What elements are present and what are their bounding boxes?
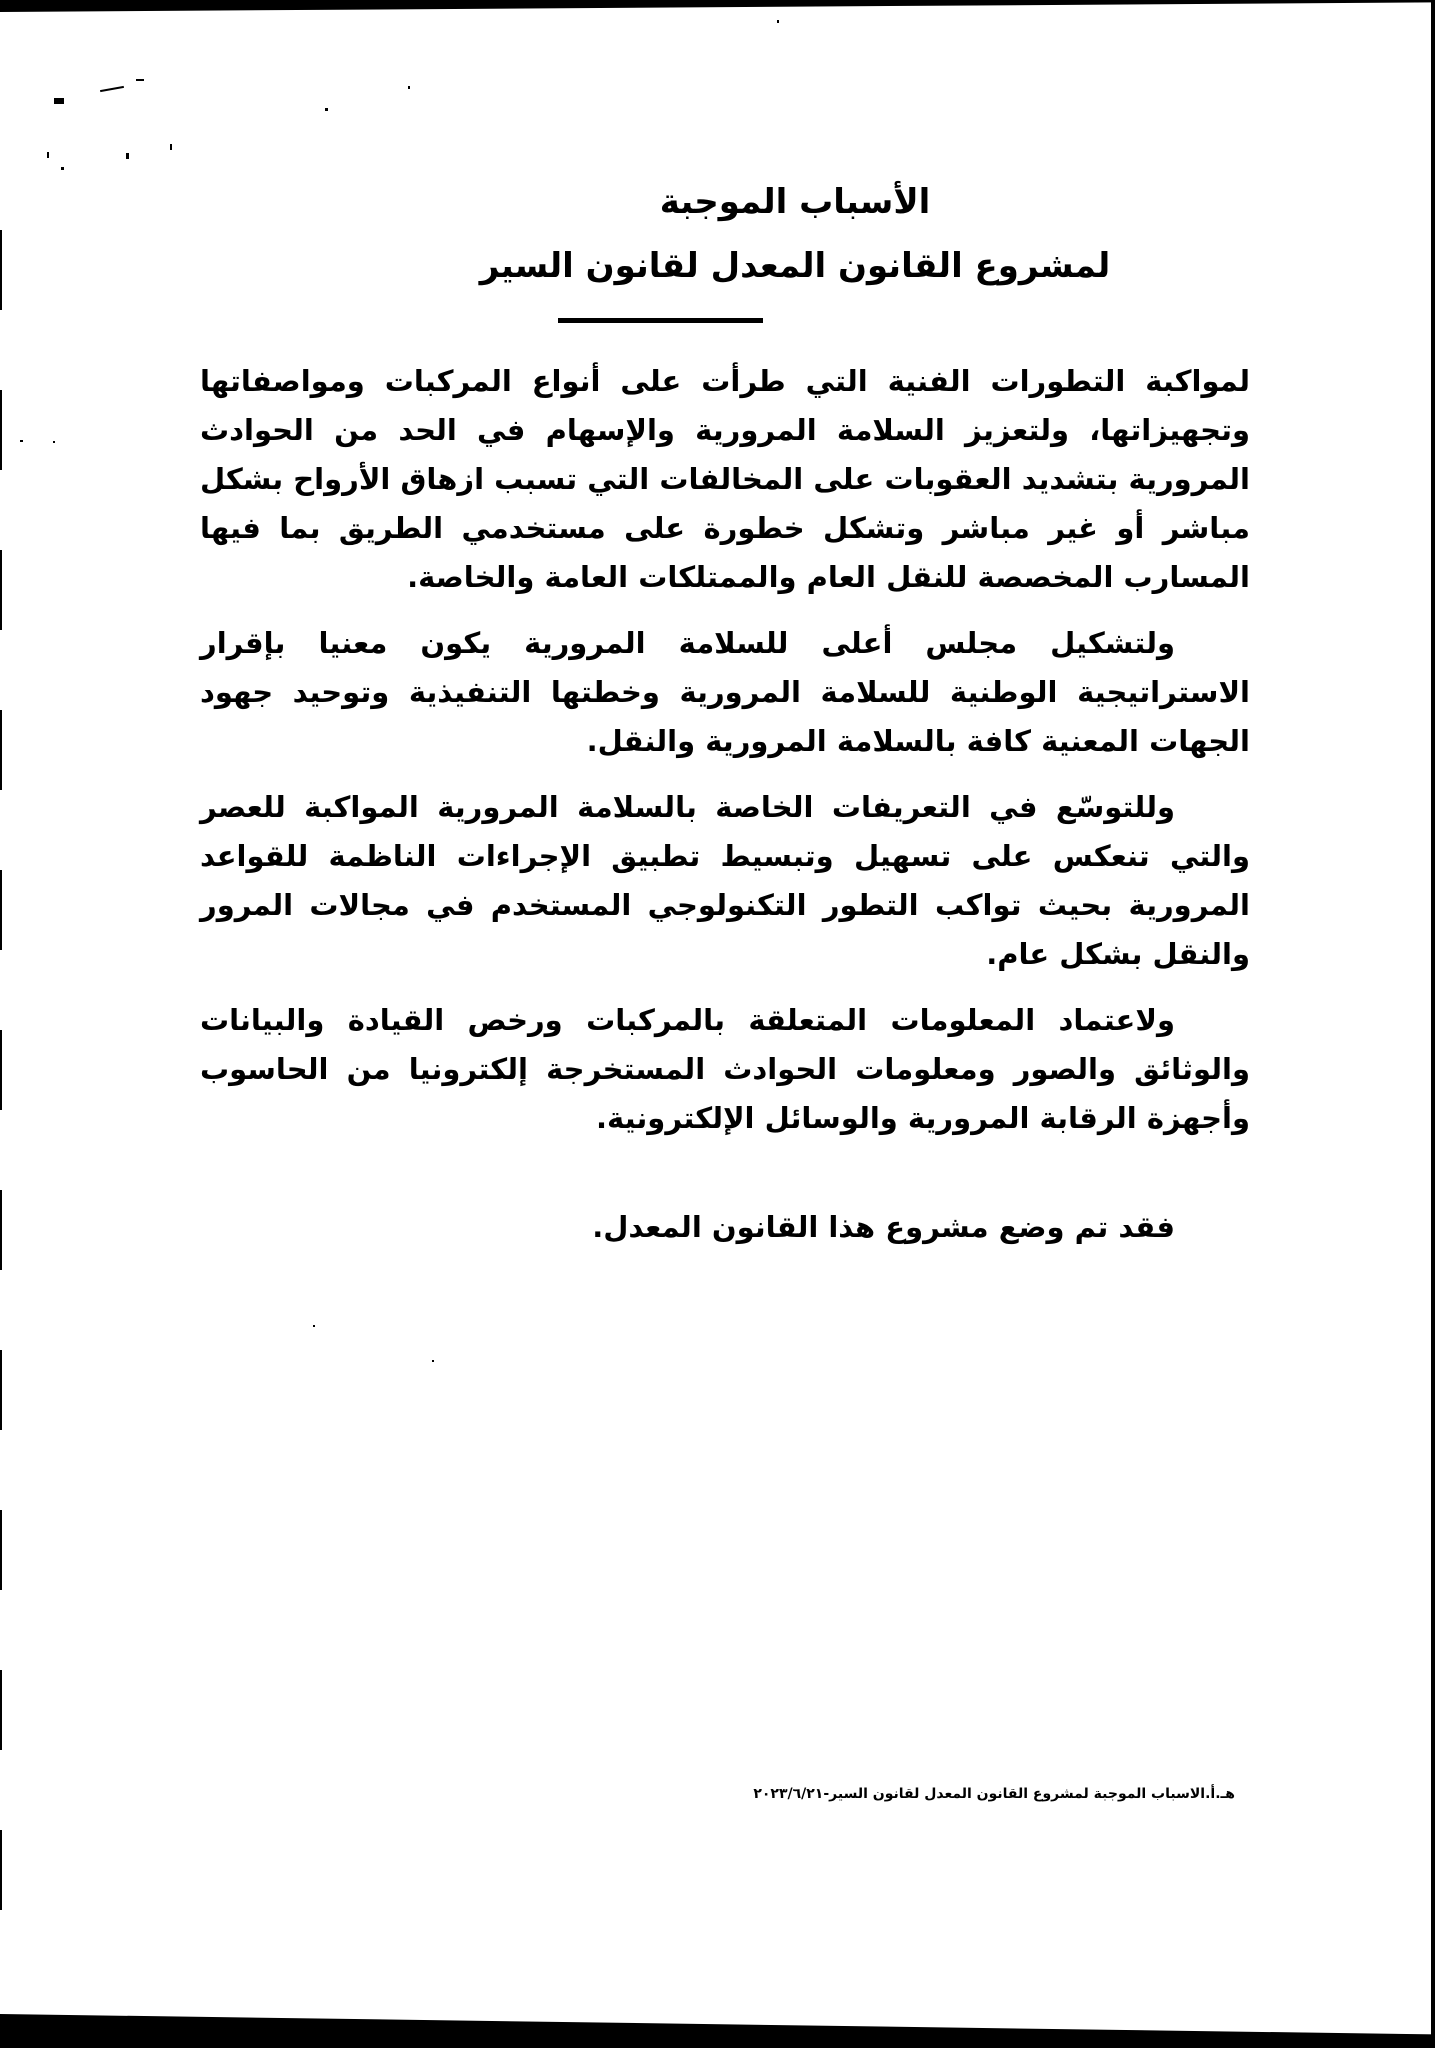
paragraph-2: ولتشكيل مجلس أعلى للسلامة المرورية يكون معنيا بإقرار الاستراتيجية الوطنية للسلامة المرورية وخطتها التنفيذية وتوحيد جهود الجهات المعنية كافة بالسلامة المرورية والنقل. [200,626,1250,758]
scan-border-right [1431,0,1435,2048]
scan-speck [313,1325,315,1327]
document-body [200,170,1250,1252]
scan-border-top [0,0,1435,12]
scan-speck [408,86,410,89]
scan-speck [100,86,124,92]
scan-speck [136,79,144,81]
document-subtitle: لمشروع القانون المعدل لقانون السير [479,246,1111,286]
scan-speck [325,108,328,111]
scan-speck [47,152,49,158]
title-underline-divider [558,318,763,323]
closing-statement: فقد تم وضع مشروع هذا القانون المعدل. [592,1210,1175,1244]
scan-speck [54,98,64,104]
paragraph-4: ولاعتماد المعلومات المتعلقة بالمركبات ورخص القيادة والبيانات والوثائق والصور ومعلومات الحوادث المستخرجة إلكترونيا من الحاسوب وأجهزة الرقابة المرورية والوسائل الإلكترونية. [200,1003,1250,1135]
paragraph-1: لمواكبة التطورات الفنية التي طرأت على أنواع المركبات ومواصفاتها وتجهيزاتها، ولتعزيز السلامة المرورية والإسهام في الحد من الحوادث المرورية بتشديد العقوبات على المخالفات التي تسبب ازهاق الأرواح بشكل مباشر أو غير مباشر وتشكل خطورة على مستخدمي الطريق بما فيها المسارب المخصصة للنقل العام والممتلكات العامة والخاصة. [200,364,1250,594]
scan-speck [61,167,64,170]
document-title: الأسباب الموجبة [659,182,931,222]
scan-speck [126,153,129,159]
scan-speck [53,441,55,443]
scan-speck [777,20,779,23]
scan-speck [20,440,23,442]
scan-speck [170,144,172,150]
scan-speck [432,1360,434,1362]
paragraph-3: وللتوسّع في التعريفات الخاصة بالسلامة المرورية المواكبة للعصر والتي تنعكس على تسهيل وتبسيط تطبيق الإجراءات الناظمة للقواعد المرورية بحيث تواكب التطور التكنولوجي المستخدم في مجالات المرور والنقل بشكل عام. [200,790,1250,971]
scan-border-left [0,230,2,1990]
scan-border-bottom [0,2014,1435,2048]
footer-file-reference: هـ.أ.الاسباب الموجبة لمشروع القانون المعدل لقانون السير-٢٠٢٣/٦/٢١ [753,1786,1235,1802]
